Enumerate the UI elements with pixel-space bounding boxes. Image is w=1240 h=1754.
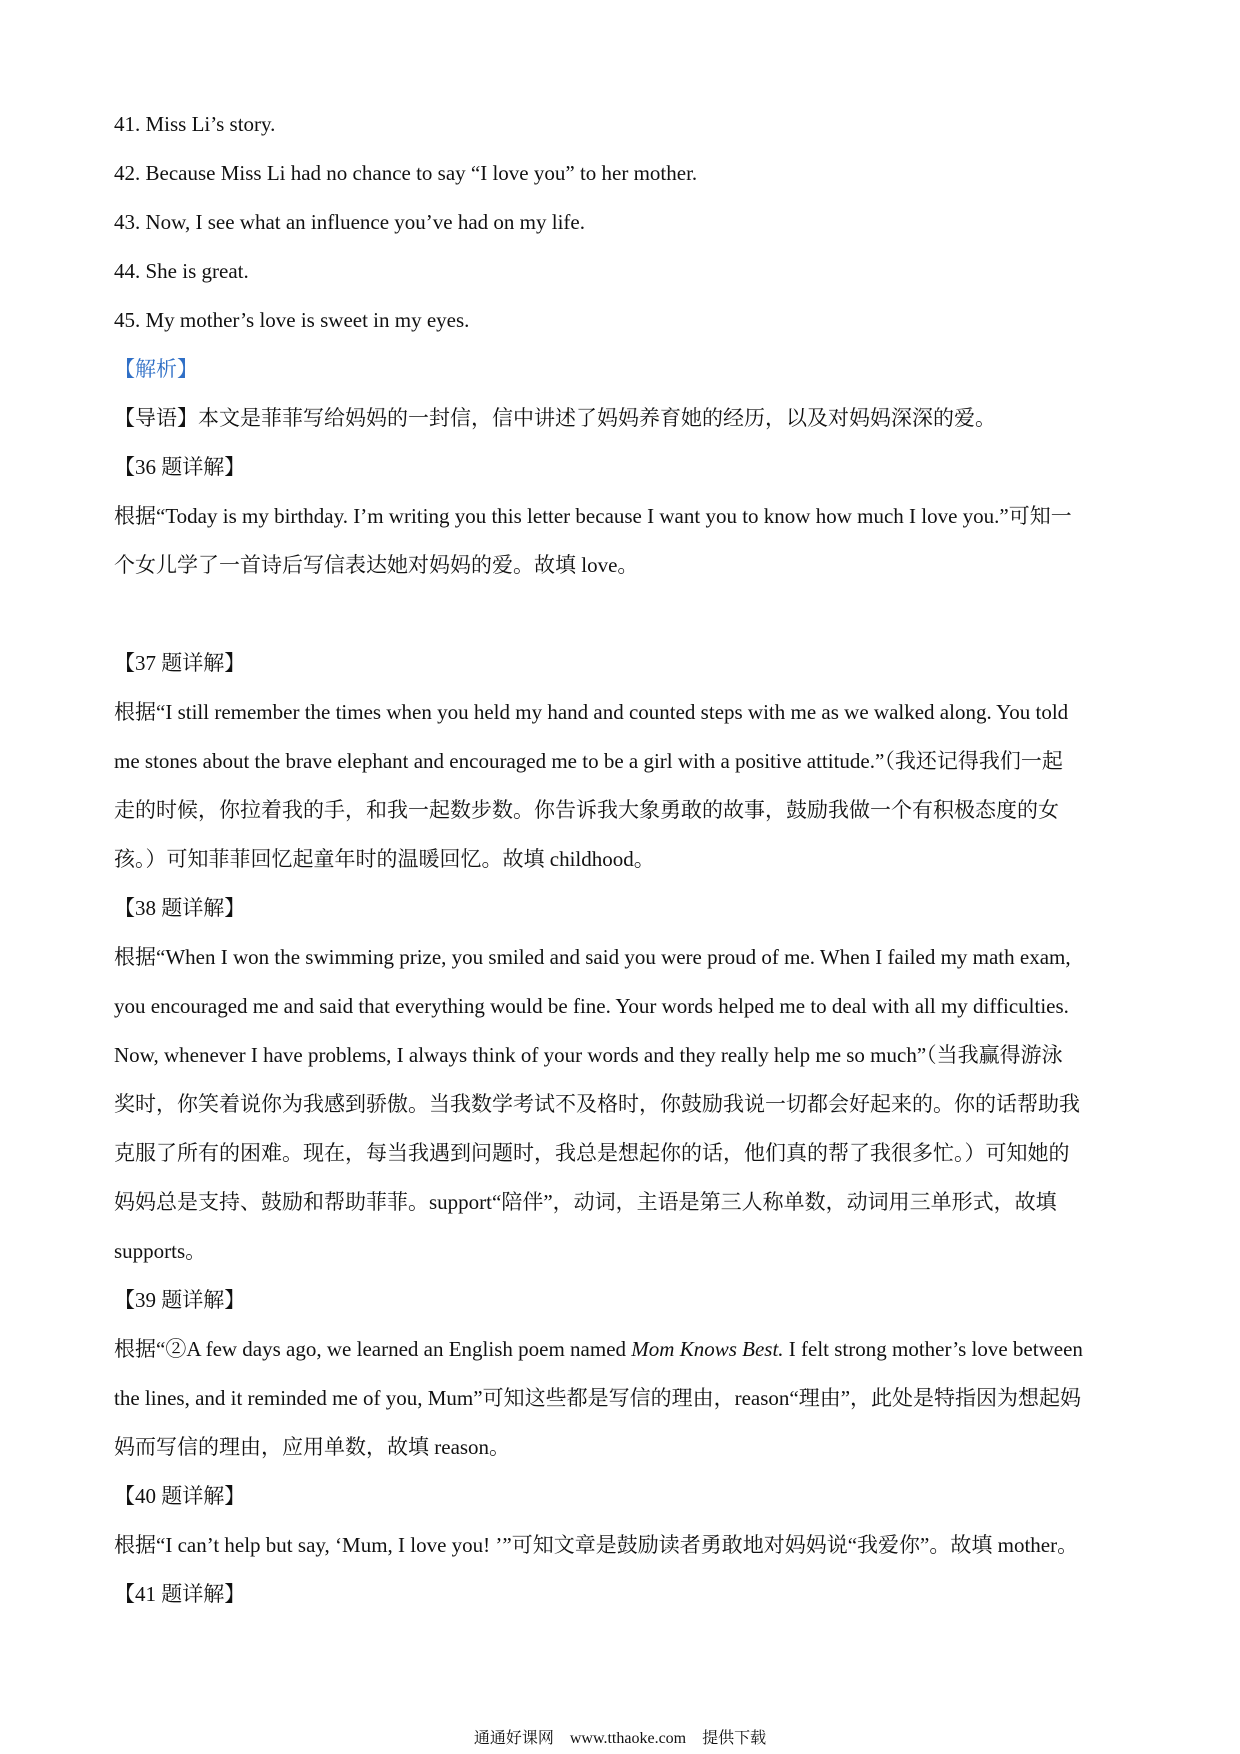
q36-line-1: 根据“Today is my birthday. I’m writing you this letter because I want you to know how much I love you.”可知一: [114, 504, 1072, 528]
q37-line-4: 孩。）可知菲菲回忆起童年时的温暖回忆。故填 childhood。: [114, 847, 655, 871]
answer-42: 42. Because Miss Li had no chance to say “I love you” to her mother.: [114, 161, 698, 185]
footer-site-name: 通通好课网: [473, 1730, 554, 1747]
q39-line-1-pre: 根据“②A few days ago, we learned an English poem named: [114, 1337, 632, 1361]
q39-heading: 【39 题详解】: [114, 1288, 246, 1312]
answer-41: 41. Miss Li’s story.: [114, 112, 276, 136]
q40-heading: 【40 题详解】: [114, 1484, 246, 1508]
q39-line-3: 妈而写信的理由，应用单数，故填 reason。: [114, 1435, 511, 1459]
answer-45: 45. My mother’s love is sweet in my eyes.: [114, 308, 470, 332]
page-footer: [0, 1728, 1240, 1750]
answer-43: 43. Now, I see what an influence you’ve had on my life.: [114, 210, 585, 234]
footer-url[interactable]: www.tthaoke.com: [569, 1730, 687, 1747]
q38-line-7: supports。: [114, 1239, 207, 1263]
q37-heading: 【37 题详解】: [114, 651, 246, 675]
q40-line-1: 根据“I can’t help but say, ‘Mum, I love you! ’”可知文章是鼓励读者勇敢地对妈妈说“我爱你”。故填 mother。: [114, 1533, 1079, 1557]
document-body: [114, 100, 1134, 1619]
intro-paragraph: 【导语】本文是菲菲写给妈妈的一封信，信中讲述了妈妈养育她的经历，以及对妈妈深深的爱。: [114, 406, 996, 430]
q38-line-4: 奖时，你笑着说你为我感到骄傲。当我数学考试不及格时，你鼓励我说一切都会好起来的。你的话帮助我: [114, 1092, 1080, 1116]
q37-line-1: 根据“I still remember the times when you held my hand and counted steps with me as we walked along. You told: [114, 700, 1069, 724]
q36-line-2: 个女儿学了一首诗后写信表达她对妈妈的爱。故填 love。: [114, 553, 639, 577]
poem-title: Mom Knows Best.: [631, 1337, 784, 1361]
answer-44: 44. She is great.: [114, 259, 249, 283]
q41-heading: 【41 题详解】: [114, 1582, 246, 1606]
q38-line-2: you encouraged me and said that everything would be fine. Your words helped me to deal with all my difficulties.: [114, 994, 1069, 1018]
analysis-label: 【解析】: [114, 357, 198, 381]
q37-line-3: 走的时候，你拉着我的手，和我一起数步数。你告诉我大象勇敢的故事，鼓励我做一个有积极态度的女: [114, 798, 1059, 822]
q36-heading: 【36 题详解】: [114, 455, 246, 479]
q38-heading: 【38 题详解】: [114, 896, 246, 920]
q39-line-1-post: I felt strong mother’s love between: [783, 1337, 1083, 1361]
q38-line-1: 根据“When I won the swimming prize, you smiled and said you were proud of me. When I failed my math exam,: [114, 945, 1071, 969]
q38-line-6: 妈妈总是支持、鼓励和帮助菲菲。support“陪伴”，动词，主语是第三人称单数，动词用三单形式，故填: [114, 1190, 1057, 1214]
q39-line-1: [114, 1325, 1134, 1374]
footer-tagline: 提供下载: [702, 1730, 767, 1747]
q37-line-2: me stones about the brave elephant and encouraged me to be a girl with a positive attitude.”（我还记得我们一起: [114, 749, 1063, 773]
q38-line-3: Now, whenever I have problems, I always think of your words and they really help me so much”（当我赢得游泳: [114, 1043, 1063, 1067]
paragraph-gap: [114, 590, 1134, 639]
q39-line-2: the lines, and it reminded me of you, Mum”可知这些都是写信的理由，reason“理由”，此处是特指因为想起妈: [114, 1386, 1082, 1410]
q38-line-5: 克服了所有的困难。现在，每当我遇到问题时，我总是想起你的话，他们真的帮了我很多忙。）可知她的: [114, 1141, 1070, 1165]
